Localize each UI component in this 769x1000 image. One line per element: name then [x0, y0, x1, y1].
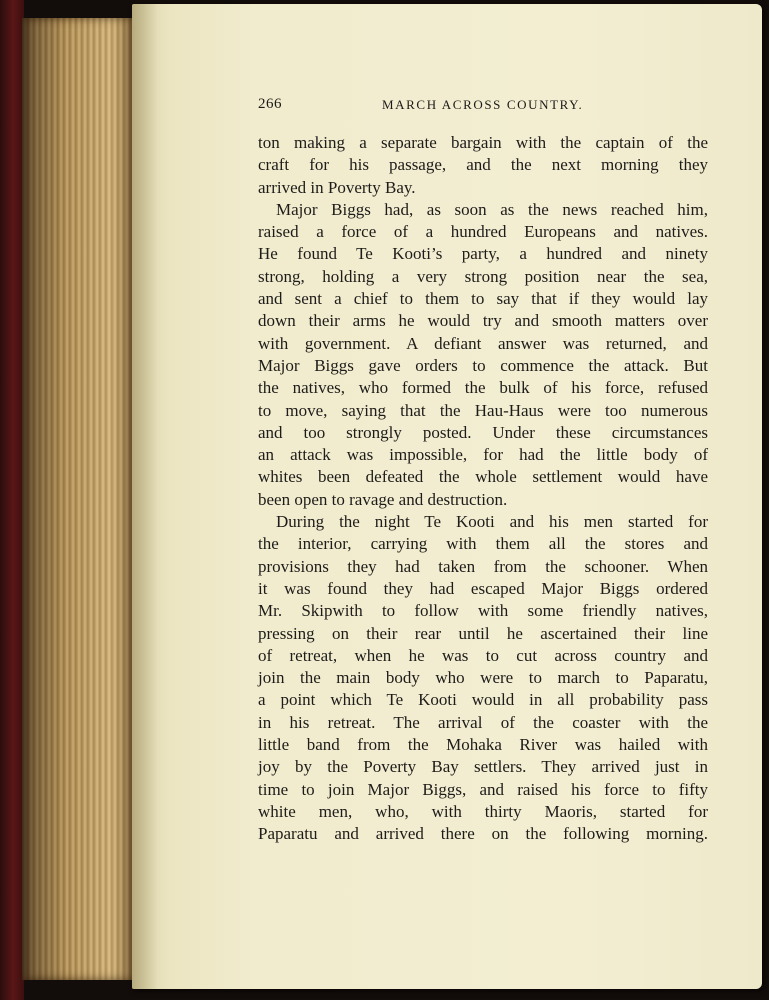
text-line: Mr. Skipwith to follow with some friendly natives, — [258, 601, 708, 621]
book-page — [132, 4, 762, 989]
text-line: ton making a separate bargain with the captain of the — [258, 133, 708, 152]
text-line: to move, saying that the Hau-Haus were too numerous — [258, 400, 708, 420]
text-line: down their arms he would try and smooth matters over — [258, 311, 708, 331]
text-line: in his retreat. The arrival of the coaster with the — [258, 712, 708, 732]
text-line: raised a force of a hundred Europeans and natives. — [258, 222, 708, 242]
text-line: strong, holding a very strong position near the sea, — [258, 266, 708, 286]
text-line: joy by the Poverty Bay settlers. They arrived just in — [258, 757, 708, 777]
text-line: arrived in Poverty Bay. — [258, 177, 416, 197]
page-stack-edge — [22, 18, 134, 980]
text-line: of retreat, when he was to cut across country and — [258, 645, 708, 665]
text-line: and too strongly posted. Under these circumstances — [258, 422, 708, 442]
text-line: time to join Major Biggs, and raised his force to fifty — [258, 779, 708, 799]
text-line: and sent a chief to them to say that if they would lay — [258, 289, 708, 309]
text-line: the natives, who formed the bulk of his force, refused — [258, 378, 708, 398]
running-title: MARCH ACROSS COUNTRY. — [382, 97, 584, 112]
text-line: provisions they had taken from the schooner. When — [258, 556, 708, 576]
text-line: been open to ravage and destruction. — [258, 489, 508, 509]
text-line: craft for his passage, and the next morning they — [258, 155, 708, 175]
book-cover-edge — [0, 0, 24, 1000]
text-line: whites been defeated the whole settlement would have — [258, 467, 708, 487]
text-line: the interior, carrying with them all the stores and — [258, 534, 708, 554]
text-line: a point which Te Kooti would in all probability pass — [258, 690, 708, 710]
text-line: an attack was impossible, for had the little body of — [258, 445, 708, 465]
page-header — [258, 96, 708, 118]
text-line: He found Te Kooti’s party, a hundred and ninety — [258, 244, 708, 264]
text-line: Paparatu and arrived there on the following morning. — [258, 824, 708, 844]
text-line: with government. A defiant answer was returned, and — [258, 333, 708, 353]
text-line: During the night Te Kooti and his men started for — [276, 512, 708, 532]
text-line: Major Biggs had, as soon as the news reached him, — [276, 199, 708, 219]
text-line: white men, who, with thirty Maoris, started for — [258, 801, 708, 821]
text-line: join the main body who were to march to Paparatu, — [258, 668, 708, 688]
text-line: Major Biggs gave orders to commence the attack. But — [258, 355, 708, 375]
body-text — [258, 132, 708, 846]
text-line: little band from the Mohaka River was hailed with — [258, 735, 708, 755]
text-line: pressing on their rear until he ascertained their line — [258, 623, 708, 643]
page-number: 266 — [258, 96, 282, 112]
text-line: it was found they had escaped Major Biggs ordered — [258, 578, 708, 598]
